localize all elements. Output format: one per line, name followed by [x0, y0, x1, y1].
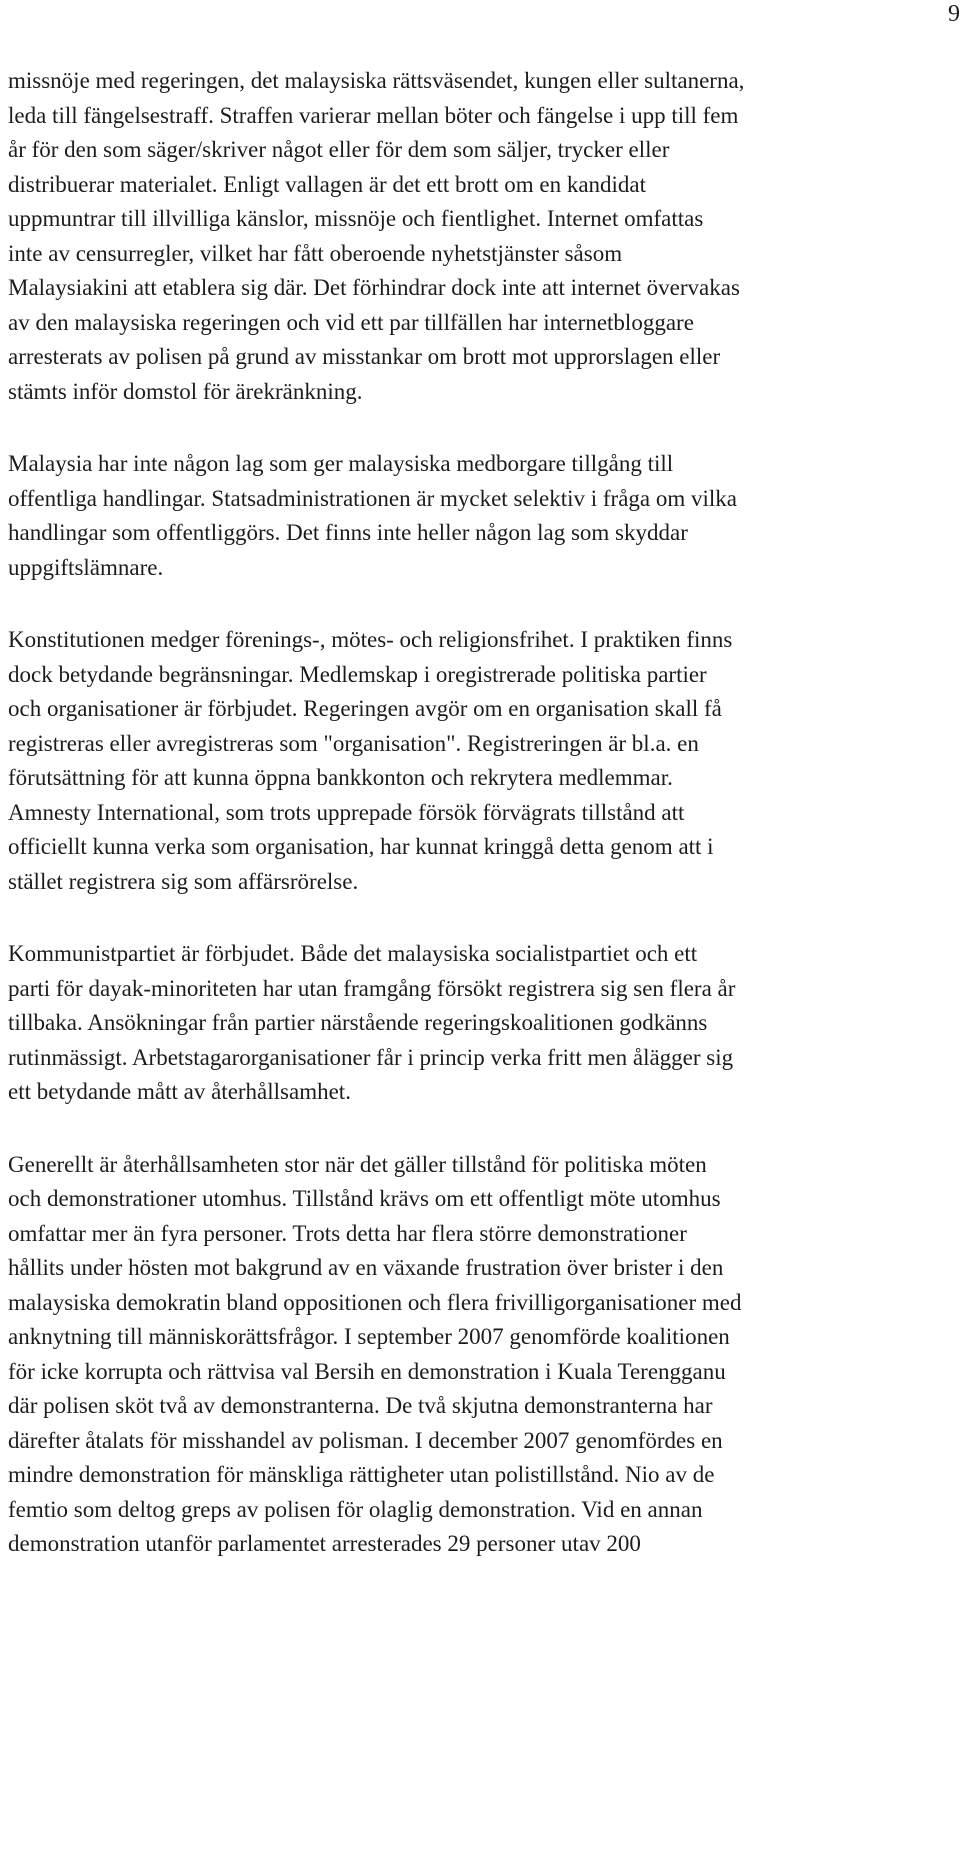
- document-body: [8, 64, 960, 1600]
- text-line: offentliga handlingar. Statsadministrationen är mycket selektiv i fråga om vilka: [8, 485, 737, 511]
- text-line: tillbaka. Ansökningar från partier närstående regeringskoalitionen godkänns: [8, 1010, 708, 1035]
- text-line: anknytning till människorättsfrågor. I september 2007 genomförde koalitionen: [8, 1324, 730, 1349]
- text-line: dock betydande begränsningar. Medlemskap i oregistrerade politiska partier: [8, 661, 707, 687]
- text-line: registreras eller avregistreras som "organisation". Registreringen är bl.a. en: [8, 730, 699, 756]
- page-number: 9: [948, 1, 960, 27]
- text-line: officiellt kunna verka som organisation, har kunnat kringgå detta genom att i: [8, 834, 714, 859]
- text-line: uppgiftslämnare.: [8, 554, 164, 580]
- text-line: Kommunistpartiet är förbjudet. Både det malaysiska socialistpartiet och ett: [8, 941, 698, 966]
- text-line: missnöje med regeringen, det malaysiska rättsväsendet, kungen eller sultanerna,: [8, 68, 745, 93]
- paragraph-press-censorship: [8, 64, 960, 409]
- text-line: stämts inför domstol för ärekränkning.: [8, 378, 363, 404]
- text-line: uppmuntrar till illvilliga känslor, missnöje och fientlighet. Internet omfattas: [8, 206, 704, 231]
- text-line: femtio som deltog greps av polisen för olaglig demonstration. Vid en annan: [8, 1496, 703, 1522]
- text-line: arresterats av polisen på grund av misstankar om brott mot upprorslagen eller: [8, 344, 721, 369]
- text-line: Malaysiakini att etablera sig där. Det förhindrar dock inte att internet övervakas: [8, 275, 740, 300]
- text-line: malaysiska demokratin bland oppositionen och flera frivilligorganisationer med: [8, 1289, 742, 1315]
- text-line: handlingar som offentliggörs. Det finns inte heller någon lag som skyddar: [8, 520, 688, 545]
- text-line: Malaysia har inte någon lag som ger malaysiska medborgare tillgång till: [8, 451, 674, 476]
- text-line: ett betydande mått av återhållsamhet.: [8, 1079, 351, 1104]
- text-line: omfattar mer än fyra personer. Trots detta har flera större demonstrationer: [8, 1220, 687, 1246]
- paragraph-demonstrations: [8, 1148, 960, 1562]
- text-line: demonstration utanför parlamentet arresterades 29 personer utav 200: [8, 1531, 641, 1556]
- text-line: därefter åtalats för misshandel av polisman. I december 2007 genomfördes en: [8, 1427, 723, 1453]
- text-line: och organisationer är förbjudet. Regeringen avgör om en organisation skall få: [8, 696, 722, 721]
- text-line: förutsättning för att kunna öppna bankkonton och rekrytera medlemmar.: [8, 765, 673, 790]
- text-line: Amnesty International, som trots upprepade försök förvägrats tillstånd att: [8, 799, 685, 825]
- text-line: rutinmässigt. Arbetstagarorganisationer får i princip verka fritt men ålägger sig: [8, 1044, 734, 1070]
- text-line: mindre demonstration för mänskliga rättigheter utan polistillstånd. Nio av de: [8, 1462, 715, 1487]
- text-line: där polisen sköt två av demonstranterna. De två skjutna demonstranterna har: [8, 1393, 713, 1418]
- text-line: år för den som säger/skriver något eller för dem som säljer, trycker eller: [8, 137, 670, 162]
- text-line: för icke korrupta och rättvisa val Bersih en demonstration i Kuala Terengganu: [8, 1358, 726, 1384]
- text-line: av den malaysiska regeringen och vid ett par tillfällen har internetbloggare: [8, 309, 694, 335]
- text-line: hållits under hösten mot bakgrund av en växande frustration över brister i den: [8, 1255, 724, 1280]
- paragraph-political-parties: [8, 937, 960, 1110]
- text-line: stället registrera sig som affärsrörelse.: [8, 868, 359, 894]
- text-line: Generellt är återhållsamheten stor när det gäller tillstånd för politiska möten: [8, 1151, 707, 1177]
- text-line: inte av censurregler, vilket har fått oberoende nyhetstjänster såsom: [8, 240, 623, 266]
- text-line: Konstitutionen medger förenings-, mötes- och religionsfrihet. I praktiken finns: [8, 627, 733, 652]
- text-line: leda till fängelsestraff. Straffen varierar mellan böter och fängelse i upp till fem: [8, 102, 739, 128]
- text-line: parti för dayak-minoriteten har utan framgång försökt registrera sig sen flera år: [8, 975, 736, 1001]
- paragraph-public-records: [8, 447, 960, 585]
- text-line: och demonstrationer utomhus. Tillstånd krävs om ett offentligt möte utomhus: [8, 1186, 721, 1211]
- paragraph-freedom-of-association: [8, 623, 960, 899]
- text-line: distribuerar materialet. Enligt vallagen är det ett brott om en kandidat: [8, 171, 647, 197]
